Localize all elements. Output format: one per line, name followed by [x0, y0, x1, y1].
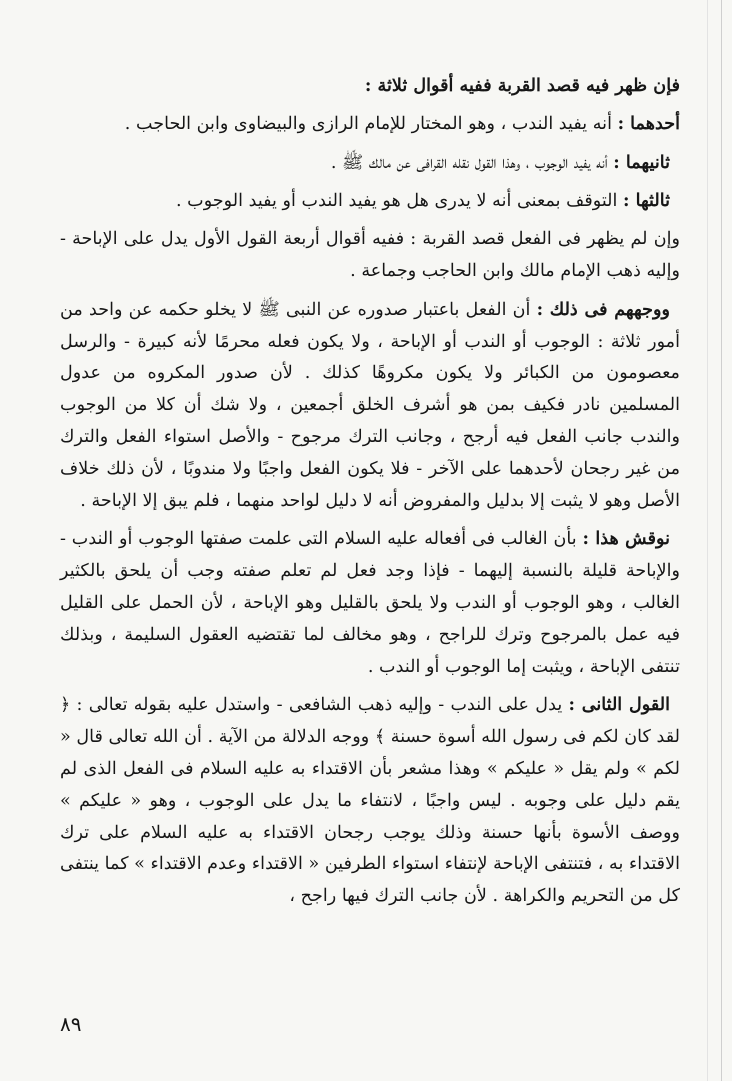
paragraph-lead: ثانيهما : [613, 151, 670, 173]
section-heading: فإن ظهر فيه قصد القربة ففيه أقوال ثلاثة : [364, 75, 680, 96]
paragraph-text: أنه يفيد الوجوب ، وهذا القول نقله القرافى عن مالك ﷺ . [330, 152, 614, 173]
paragraph-text: أنه يفيد الندب ، وهو المختار للإمام الرازى والبيضاوى وابن الحاجب . [124, 113, 618, 134]
paragraph-text: التوقف بمعنى أنه لا يدرى هل هو يفيد الندب أو يفيد الوجوب . [175, 191, 623, 212]
page-edge-line [721, 0, 722, 1081]
paragraph-text: يدل على الندب - وإليه ذهب الشافعى - واستدل عليه بقوله تعالى : ﴿ لقد كان لكم فى رسول الله أسوة حسنة ﴾ ووجه الدلالة من الآية . أن الله تعالى قال « لكم » ولم يقل « عليكم » وهذا مشعر بأن الاقتداء به عليه السلام فى الفعل الذى لم يقم دليل على وجوبه . ليس واجبًا ، لانتفاء ما يدل على الوجوب ، وهو « عليكم » ووصف الأسوة بأنها حسنة وذلك يوجب رجحان الاقتداء به عليه السلام على ترك الاقتداء به ، فتنتفى الإباحة لإنتفاء استواء الطرفين « الاقتداء وعدم الاقتداء » كما ينتفى كل من التحريم والكراهة . لأن جانب الترك فيها راجح ، [60, 695, 680, 907]
page-number: ٨٩ [60, 1012, 82, 1036]
paragraph-text: وإن لم يظهر فى الفعل قصد القربة : ففيه أقوال أربعة القول الأول يدل على الإباحة - وإليه ذهب الإمام مالك وابن الحاجب وجماعة . [60, 229, 680, 281]
paragraph-second-opinion [60, 147, 680, 180]
paragraph-lead: القول الثانى : [568, 694, 670, 716]
paragraph-lead: نوقش هذا : [582, 528, 670, 550]
paragraph-text: أن الفعل باعتبار صدوره عن النبى ﷺ لا يخلو حكمه عن واحد من أمور ثلاثة : الوجوب أو الندب أو الإباحة ، ولا يكون فعله محرمًا لأنه كبيرة - والرسل معصومون من الكبائر ولا يكون مكروهًا كذلك . لأن صدور المكروه من عدول المسلمين نادر فكيف بمن هو أشرف الخلق أجمعين ، ولا شك أن كلا من الوجوب والندب جانب الفعل فيه أرجح ، وجانب الترك مرجوح - والأصل استواء الفعل والترك من غير رجحان لأحدهما على الآخر - فلا يكون الفعل واجبًا ولا مندوبًا ، لأن ذلك خلاف الأصل وهو لا يثبت إلا بدليل والمفروض أنه لا دليل لواحد منهما ، فلم يبق إلا الإباحة . [60, 299, 680, 511]
paragraph-text: بأن الغالب فى أفعاله عليه السلام التى علمت صفتها الوجوب أو الندب - والإباحة قليلة بالنسبة إليهما - فإذا وجد فعل لم تعلم صفته وجب أن يلحق بالكثير الغالب ، وهو الوجوب أو الندب ولا يلحق بالقليل وهو الإباحة ، لأن الحمل على القليل فيه عمل بالمرجوح وترك للراجح ، وهو مخالف لما تقتضيه العقول السليمة ، وبذلك تنتفى الإباحة ، ويثبت إما الوجوب أو الندب . [60, 529, 681, 677]
paragraph-first-opinion [60, 108, 680, 141]
paragraph-no-intent [60, 224, 680, 288]
page-edge-line [707, 0, 708, 1081]
paragraph-second-view [60, 689, 680, 913]
paragraph-third-opinion [60, 185, 680, 218]
paragraph-lead: ووجههم فى ذلك : [536, 298, 670, 320]
paragraph-lead: أحدهما : [617, 112, 680, 134]
paragraph-lead: ثالثها : [622, 190, 670, 212]
paragraph-rebuttal [60, 523, 680, 683]
paragraph-justification [60, 294, 680, 518]
document-body [60, 70, 680, 919]
